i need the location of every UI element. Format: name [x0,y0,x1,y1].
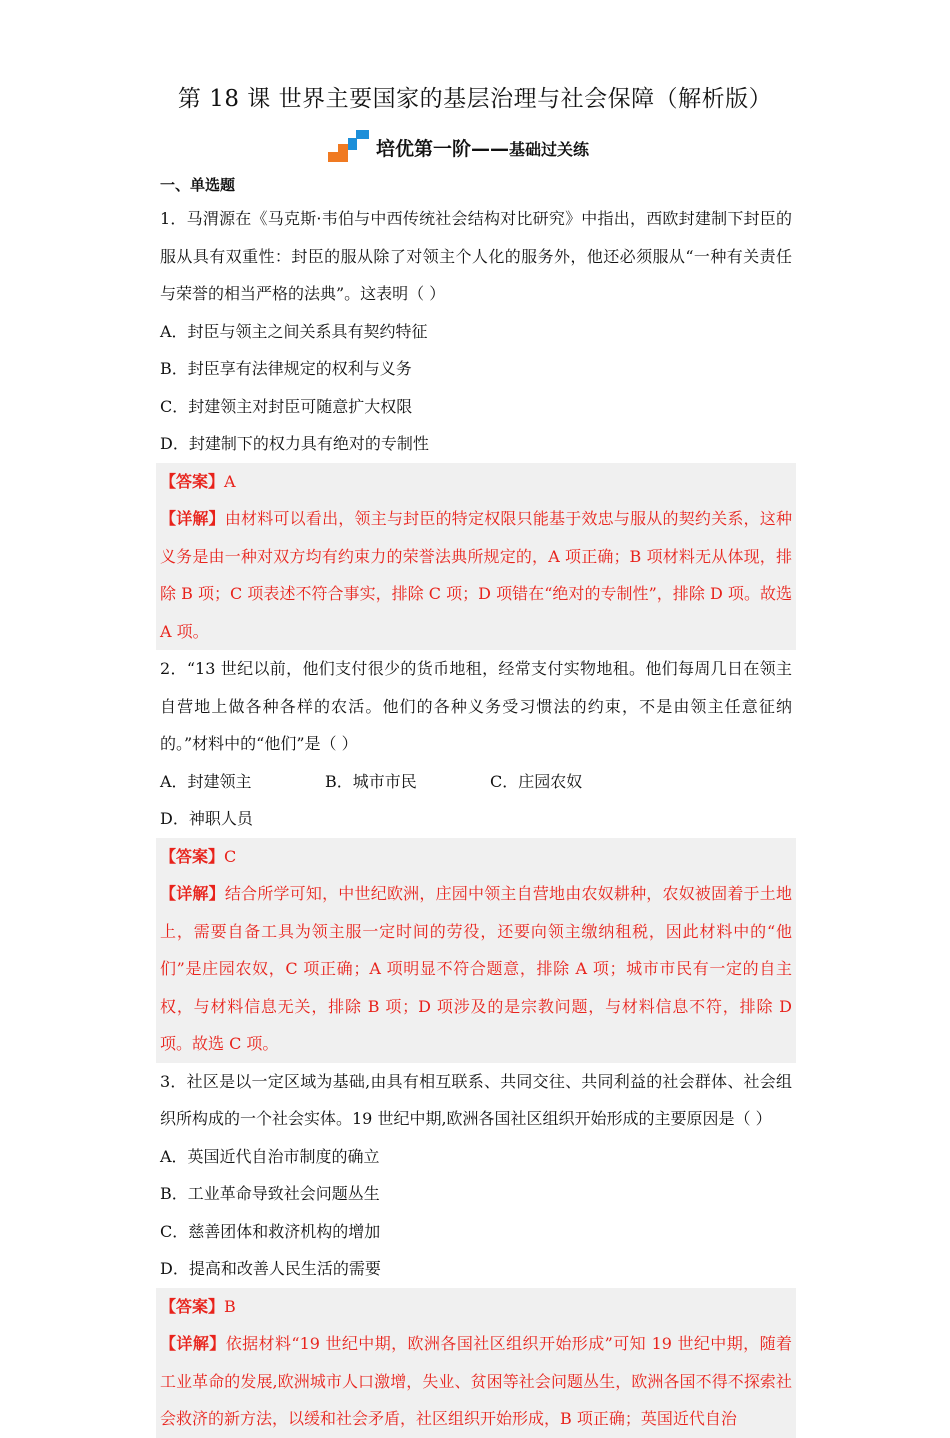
option-c: C．封建领主对封臣可随意扩大权限 [160,396,413,416]
answer-tag: 【答案】 [160,846,225,866]
detail-text [160,1325,792,1438]
detail-text [160,875,792,1063]
question-list [160,200,792,1438]
answer-analysis [156,838,796,1063]
stage-title [376,137,589,162]
option-list [160,763,792,838]
answer-line [160,1288,792,1326]
detail-body: 由材料可以看出，领主与封臣的特定权限只能基于效忠与服从的契约关系，这种义务是由一种对双方均有约束力的荣誉法典所规定的，A 项正确；B 项材料无从体现，排除 B 项；C 项表述不符合事实，排除 C 项；D 项错在“绝对的专制性”，排除 D 项。故选 A 项。 [160,509,792,641]
answer-line [160,838,792,876]
option-d: D．提高和改善人民生活的需要 [160,1259,381,1278]
question-1 [160,200,792,650]
section-heading: 一、单选题 [160,176,236,194]
answer-value: A [224,471,236,491]
option-a: A．封臣与领主之间关系具有契约特征 [160,321,428,341]
answer-tag: 【答案】 [160,1296,225,1316]
answer-analysis [156,1288,796,1438]
question-stem: 1．马渭源在《马克斯·韦伯与中西传统社会结构对比研究》中指出，西欧封建制下封臣的服从具有双重性：封臣的服从除了对领主个人化的服务外，他还必须服从“一种有关责任与荣誉的相当严格的法典”。这表明（ ） [160,209,792,303]
detail-tag: 【详解】 [160,1334,226,1353]
detail-tag: 【详解】 [160,884,225,903]
option-b: B．城市市民 [325,771,417,791]
stairs-logo-icon [328,130,370,164]
detail-body: 依据材料“19 世纪中期，欧洲各国社区组织开始形成”可知 19 世纪中期，随着工业革命的发展,欧洲城市人口激增，失业、贫困等社会问题丛生，欧洲各国不得不探索社会救济的新方法，以缓和社会矛盾，社区组织开始形成，B 项正确；英国近代自治 [160,1334,792,1428]
answer-value: B [224,1296,236,1316]
question-stem: 3．社区是以一定区域为基础,由具有相互联系、共同交往、共同利益的社会群体、社会组织所构成的一个社会实体。19 世纪中期,欧洲各国社区组织开始形成的主要原因是（ ） [160,1071,792,1128]
option-b: B．工业革命导致社会问题丛生 [160,1184,380,1203]
stage-title-main: 培优第一阶—— [376,138,510,160]
answer-value: C [224,846,237,866]
option-a: A．封建领主 [160,771,252,791]
option-c: C．慈善团体和救济机构的增加 [160,1221,381,1241]
stage-banner [328,128,589,164]
question-stem: 2．“13 世纪以前，他们支付很少的货币地租，经常支付实物地租。他们每周几日在领主自营地上做各种各样的农活。他们的各种义务受习惯法的约束，不是由领主任意征纳的。”材料中的“他们”是（ ） [160,659,792,753]
option-b: B．封臣享有法律规定的权利与义务 [160,359,412,378]
document-title: 第 18 课 世界主要国家的基层治理与社会保障（解析版） [177,86,773,112]
option-d: D．封建制下的权力具有绝对的专制性 [160,434,429,453]
answer-analysis [156,463,796,651]
question-3 [160,1063,792,1438]
detail-body: 结合所学可知，中世纪欧洲，庄园中领主自营地由农奴耕种，农奴被固着于土地上，需要自备工具为领主服一定时间的劳役，还要向领主缴纳租税，因此材料中的“他们”是庄园农奴，C 项正确；A 项明显不符合题意，排除 A 项；城市市民有一定的自主权，与材料信息无关，排除 B 项；D 项涉及的是宗教问题，与材料信息不符，排除 D 项。故选 C 项。 [160,884,792,1053]
detail-text [160,500,792,650]
option-list [160,1138,792,1288]
option-c: C．庄园农奴 [490,771,583,791]
stage-title-sub: 基础过关练 [509,140,590,159]
answer-tag: 【答案】 [160,471,225,491]
answer-line [160,463,792,501]
detail-tag: 【详解】 [160,509,225,528]
option-a: A．英国近代自治市制度的确立 [160,1146,380,1166]
question-2 [160,650,792,1063]
option-d: D．神职人员 [160,809,253,828]
option-list [160,313,792,463]
